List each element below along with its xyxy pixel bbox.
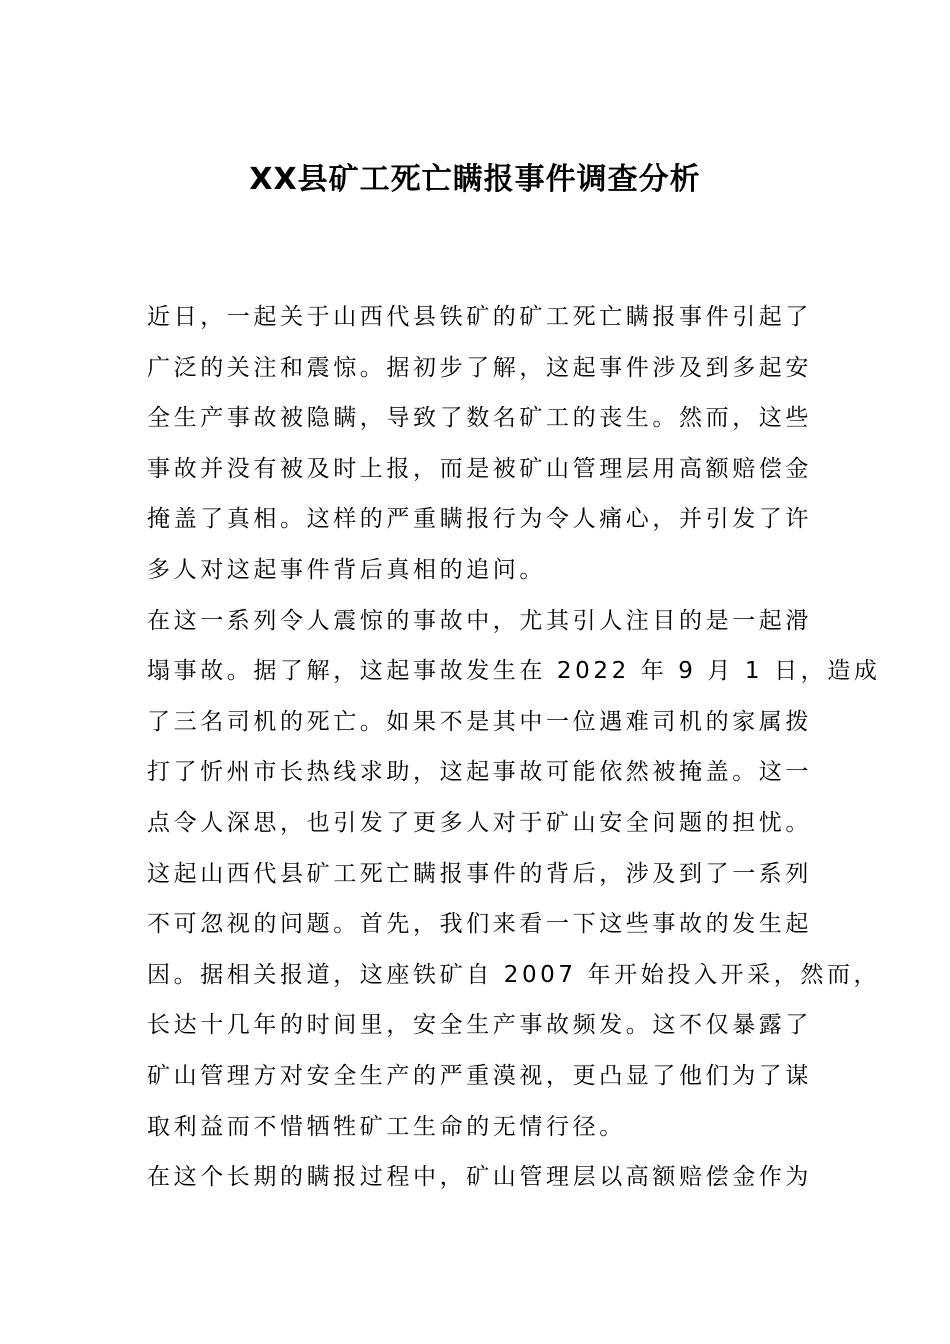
paragraph-line: 掩盖了真相。这样的严重瞒报行为令人痛心，并引发了许 [147,506,812,533]
paragraph-line: 打了忻州市长热线求助，这起事故可能依然被掩盖。这一 [147,759,812,786]
paragraph-line: 广泛的关注和震惊。据初步了解，这起事件涉及到多起安 [147,354,812,381]
paragraph-line: 点令人深思，也引发了更多人对于矿山安全问题的担忧。 [147,809,812,836]
paragraph-line: 在这一系列令人震惊的事故中，尤其引人注目的是一起滑 [147,607,812,634]
paragraph-line: 近日，一起关于山西代县铁矿的矿工死亡瞒报事件引起了 [147,304,812,330]
paragraph-line: 全生产事故被隐瞒，导致了数名矿工的丧生。然而，这些 [147,405,812,432]
paragraph-line: 事故并没有被及时上报，而是被矿山管理层用高额赔偿金 [147,455,812,482]
document-title: XX县矿工死亡瞒报事件调查分析 [249,162,701,197]
paragraph-line: 了三名司机的死亡。如果不是其中一位遇难司机的家属拨 [147,708,812,735]
paragraph-line: 长达十几年的时间里，安全生产事故频发。这不仅暴露了 [147,1012,812,1039]
paragraph-line: 在这个长期的瞒报过程中，矿山管理层以高额赔偿金作为 [147,1164,812,1191]
paragraph-line: 塌事故。据了解，这起事故发生在 2022 年 9 月 1 日，造成 [147,658,881,685]
paragraph-line: 矿山管理方对安全生产的严重漠视，更凸显了他们为了谋 [147,1062,812,1089]
paragraph-line: 不可忽视的问题。首先，我们来看一下这些事故的发生起 [147,911,812,938]
paragraph-line: 因。据相关报道，这座铁矿自 2007 年开始投入开采，然而， [147,961,881,988]
paragraph-line: 取利益而不惜牺牲矿工生命的无情行径。 [147,1113,626,1140]
document-body [147,292,881,1203]
paragraph-line: 这起山西代县矿工死亡瞒报事件的背后，涉及到了一系列 [147,860,812,887]
paragraph-line: 多人对这起事件背后真相的追问。 [147,556,546,583]
